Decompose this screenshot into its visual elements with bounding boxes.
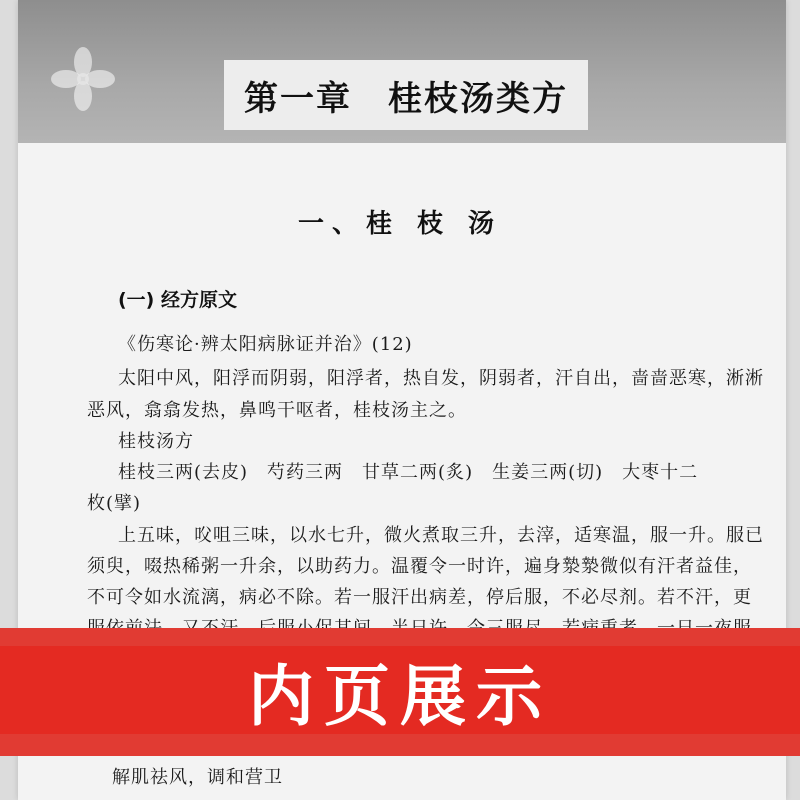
- text-line: 枚(擘): [87, 493, 142, 514]
- subsection-title: (一) 经方原文: [118, 289, 237, 311]
- text-line: 上五味，㕮咀三味，以水七升，微火煮取三升，去滓，适寒温，服一升。服已: [118, 525, 764, 546]
- source-citation: 《伤寒论·辨太阳病脉证并治》(12): [118, 334, 413, 355]
- flower-ornament-icon: [48, 44, 118, 114]
- chapter-title-text: 第一章 桂枝汤类方: [244, 78, 568, 119]
- bottom-text-line: 解肌祛风，调和营卫: [112, 767, 283, 788]
- chapter-title: [224, 60, 588, 130]
- text-line: 太阳中风，阳浮而阴弱，阳浮者，热自发，阴弱者，汗自出，啬啬恶寒，淅淅: [118, 368, 764, 389]
- section-title: 一、桂 枝 汤: [297, 209, 503, 239]
- text-line: 恶风，翕翕发热，鼻鸣干呕者，桂枝汤主之。: [87, 400, 467, 421]
- text-line: 桂枝三两(去皮) 芍药三两 甘草二两(炙) 生姜三两(切) 大枣十二: [118, 462, 699, 483]
- promo-banner-inner: [0, 646, 800, 734]
- text-line: 不可令如水流漓，病必不除。若一服汗出病差，停后服，不必尽剂。若不汗，更: [87, 587, 752, 608]
- text-line: 桂枝汤方: [118, 431, 194, 452]
- text-line: 须臾，啜热稀粥一升余，以助药力。温覆令一时许，遍身漐漐微似有汗者益佳，: [87, 556, 752, 577]
- promo-banner-text: 内页展示: [248, 657, 552, 735]
